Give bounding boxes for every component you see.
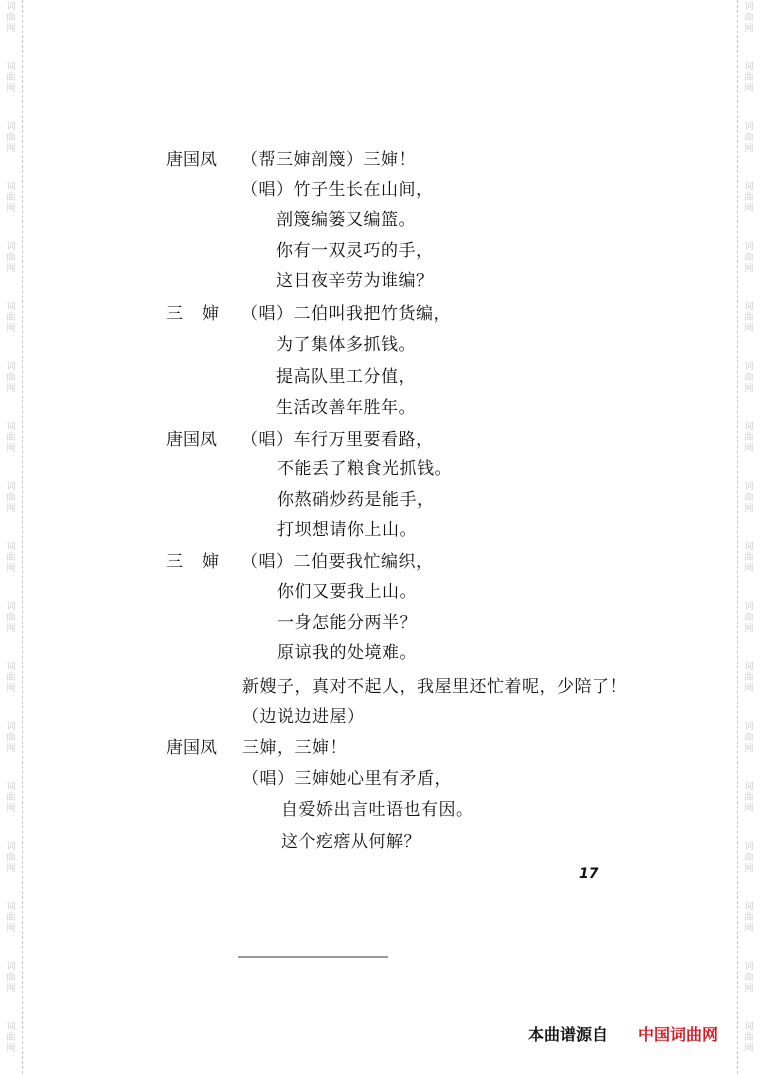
- watermark-char: 曲: [744, 493, 754, 503]
- watermark-group: [740, 482, 758, 515]
- watermark-group: [740, 722, 758, 755]
- watermark-char: 曲: [744, 913, 754, 923]
- script-line: 一身怎能分两半？: [277, 613, 417, 633]
- watermark-char: 曲: [6, 853, 16, 863]
- watermark-char: 词: [744, 122, 754, 132]
- page-number: 17: [579, 866, 599, 882]
- watermark-char: 曲: [744, 553, 754, 563]
- speaker-name: 三婶: [166, 552, 238, 572]
- watermark-group: [740, 662, 758, 695]
- script-line: 为了集体多抓钱。: [276, 335, 416, 355]
- watermark-char: 网: [744, 24, 754, 34]
- watermark-char: 词: [744, 662, 754, 672]
- watermark-group: [2, 842, 20, 875]
- watermark-char: 词: [6, 2, 16, 12]
- watermark-char: 词: [6, 242, 16, 252]
- watermark-char: 曲: [6, 973, 16, 983]
- watermark-char: 曲: [744, 253, 754, 263]
- watermark-char: 曲: [744, 193, 754, 203]
- watermark-char: 网: [744, 624, 754, 634]
- script-line: 新嫂子，真对不起人，我屋里还忙着呢，少陪了！: [242, 677, 627, 697]
- watermark-char: 词: [744, 302, 754, 312]
- watermark-char: 词: [744, 2, 754, 12]
- scan-artifact: [238, 956, 388, 958]
- watermark-char: 词: [744, 482, 754, 492]
- watermark-char: 词: [6, 962, 16, 972]
- script-line: （边说边进屋）: [242, 707, 365, 727]
- watermark-group: [2, 722, 20, 755]
- watermark-char: 曲: [6, 13, 16, 23]
- watermark-char: 词: [6, 542, 16, 552]
- watermark-char: 曲: [6, 1033, 16, 1043]
- watermark-char: 曲: [6, 373, 16, 383]
- watermark-char: 曲: [744, 1033, 754, 1043]
- watermark-group: [2, 362, 20, 395]
- watermark-char: 曲: [744, 853, 754, 863]
- watermark-char: 词: [744, 962, 754, 972]
- watermark-group: [740, 962, 758, 995]
- footer-site-link[interactable]: 中国词曲网: [638, 1025, 719, 1044]
- watermark-group: [2, 662, 20, 695]
- watermark-group: [740, 362, 758, 395]
- right-watermark-strip: [737, 0, 760, 1074]
- watermark-group: [740, 122, 758, 155]
- watermark-char: 曲: [6, 733, 16, 743]
- watermark-char: 词: [6, 602, 16, 612]
- watermark-char: 词: [744, 1022, 754, 1032]
- watermark-char: 网: [6, 624, 16, 634]
- watermark-char: 曲: [6, 73, 16, 83]
- watermark-group: [2, 542, 20, 575]
- watermark-char: 网: [744, 564, 754, 574]
- watermark-char: 网: [6, 504, 16, 514]
- watermark-group: [740, 842, 758, 875]
- watermark-char: 网: [6, 264, 16, 274]
- watermark-char: 词: [6, 302, 16, 312]
- watermark-char: 网: [744, 1044, 754, 1054]
- watermark-char: 网: [744, 264, 754, 274]
- watermark-char: 词: [6, 662, 16, 672]
- watermark-char: 曲: [744, 13, 754, 23]
- watermark-char: 词: [6, 842, 16, 852]
- script-line: 你有一双灵巧的手，: [276, 241, 434, 261]
- watermark-char: 词: [6, 1022, 16, 1032]
- watermark-char: 词: [6, 62, 16, 72]
- watermark-char: 词: [6, 722, 16, 732]
- watermark-char: 网: [6, 564, 16, 574]
- script-line: 自爱娇出言吐语也有因。: [281, 800, 474, 820]
- script-line: （帮三婶剖篾）三婶！: [241, 150, 416, 170]
- script-line: （唱）二伯叫我把竹货编，: [241, 304, 451, 324]
- watermark-char: 曲: [744, 133, 754, 143]
- footer-source-label: 本曲谱源自: [528, 1025, 609, 1044]
- watermark-char: 词: [6, 182, 16, 192]
- watermark-char: 网: [6, 144, 16, 154]
- watermark-char: 网: [744, 444, 754, 454]
- watermark-char: 网: [6, 804, 16, 814]
- script-line: 你熬硝炒药是能手，: [277, 490, 435, 510]
- watermark-char: 曲: [6, 793, 16, 803]
- watermark-group: [2, 1022, 20, 1055]
- watermark-char: 曲: [6, 193, 16, 203]
- watermark-char: 网: [6, 924, 16, 934]
- watermark-char: 网: [744, 504, 754, 514]
- watermark-group: [2, 782, 20, 815]
- watermark-group: [2, 2, 20, 35]
- watermark-group: [2, 242, 20, 275]
- watermark-char: 网: [744, 324, 754, 334]
- watermark-group: [2, 422, 20, 455]
- watermark-char: 曲: [744, 613, 754, 623]
- watermark-group: [740, 302, 758, 335]
- watermark-char: 曲: [744, 313, 754, 323]
- watermark-group: [2, 302, 20, 335]
- watermark-char: 曲: [744, 373, 754, 383]
- watermark-char: 网: [744, 144, 754, 154]
- watermark-char: 词: [744, 362, 754, 372]
- watermark-char: 曲: [744, 973, 754, 983]
- script-line: 三婶，三婶！: [242, 738, 347, 758]
- watermark-char: 词: [6, 482, 16, 492]
- watermark-group: [2, 602, 20, 635]
- watermark-char: 网: [6, 204, 16, 214]
- watermark-char: 曲: [744, 673, 754, 683]
- watermark-group: [740, 542, 758, 575]
- watermark-char: 词: [744, 782, 754, 792]
- script-line: 剖篾编篓又编篮。: [276, 210, 416, 230]
- watermark-char: 曲: [6, 493, 16, 503]
- watermark-char: 词: [744, 722, 754, 732]
- watermark-char: 曲: [6, 553, 16, 563]
- speaker-name: 唐国凤: [166, 738, 217, 758]
- watermark-char: 曲: [6, 913, 16, 923]
- watermark-group: [2, 902, 20, 935]
- script-line: （唱）竹子生长在山间，: [241, 180, 434, 200]
- watermark-char: 网: [744, 744, 754, 754]
- watermark-char: 曲: [6, 673, 16, 683]
- script-line: （唱）二伯要我忙编织，: [241, 552, 434, 572]
- watermark-char: 网: [744, 684, 754, 694]
- watermark-group: [740, 182, 758, 215]
- watermark-char: 词: [744, 62, 754, 72]
- watermark-group: [2, 182, 20, 215]
- watermark-char: 曲: [744, 433, 754, 443]
- script-line: （唱）三婶她心里有矛盾，: [242, 769, 452, 789]
- watermark-char: 网: [744, 84, 754, 94]
- watermark-char: 网: [6, 864, 16, 874]
- watermark-char: 词: [744, 542, 754, 552]
- script-line: 原谅我的处境难。: [277, 643, 417, 663]
- watermark-char: 词: [744, 842, 754, 852]
- script-line: 你们又要我上山。: [277, 582, 417, 602]
- watermark-group: [740, 2, 758, 35]
- watermark-char: 网: [6, 984, 16, 994]
- watermark-char: 网: [6, 744, 16, 754]
- watermark-char: 词: [744, 242, 754, 252]
- watermark-char: 网: [744, 804, 754, 814]
- watermark-group: [2, 962, 20, 995]
- watermark-char: 曲: [6, 253, 16, 263]
- watermark-group: [2, 122, 20, 155]
- script-line: 生活改善年胜年。: [276, 398, 416, 418]
- speaker-name: 唐国凤: [166, 150, 217, 170]
- watermark-char: 网: [6, 444, 16, 454]
- watermark-char: 网: [6, 384, 16, 394]
- watermark-group: [740, 422, 758, 455]
- watermark-char: 词: [6, 422, 16, 432]
- watermark-char: 网: [744, 384, 754, 394]
- watermark-char: 词: [6, 782, 16, 792]
- left-watermark-strip: [0, 0, 23, 1074]
- watermark-char: 曲: [744, 73, 754, 83]
- watermark-group: [2, 482, 20, 515]
- watermark-group: [740, 602, 758, 635]
- watermark-group: [740, 62, 758, 95]
- watermark-char: 网: [744, 924, 754, 934]
- watermark-char: 网: [6, 1044, 16, 1054]
- watermark-group: [740, 902, 758, 935]
- watermark-char: 曲: [6, 313, 16, 323]
- watermark-char: 词: [6, 362, 16, 372]
- speaker-name: 三婶: [166, 304, 238, 324]
- watermark-char: 曲: [6, 133, 16, 143]
- speaker-name: 唐国凤: [166, 430, 217, 450]
- watermark-group: [740, 242, 758, 275]
- script-line: 提高队里工分值，: [276, 367, 416, 387]
- watermark-char: 曲: [6, 433, 16, 443]
- watermark-char: 网: [6, 84, 16, 94]
- script-line: （唱）车行万里要看路，: [241, 430, 434, 450]
- script-line: 这日夜辛劳为谁编？: [276, 271, 434, 291]
- watermark-char: 曲: [6, 613, 16, 623]
- watermark-char: 曲: [744, 733, 754, 743]
- watermark-char: 网: [6, 324, 16, 334]
- script-line: 这个疙瘩从何解？: [281, 832, 421, 852]
- watermark-group: [740, 782, 758, 815]
- watermark-char: 词: [744, 422, 754, 432]
- watermark-char: 词: [744, 602, 754, 612]
- watermark-char: 词: [6, 122, 16, 132]
- watermark-char: 词: [6, 902, 16, 912]
- watermark-char: 曲: [744, 793, 754, 803]
- script-line: 打坝想请你上山。: [277, 520, 417, 540]
- watermark-char: 网: [744, 984, 754, 994]
- watermark-group: [740, 1022, 758, 1055]
- watermark-char: 网: [6, 24, 16, 34]
- watermark-char: 词: [744, 182, 754, 192]
- script-line: 不能丢了粮食光抓钱。: [277, 459, 452, 479]
- watermark-char: 网: [744, 204, 754, 214]
- watermark-group: [2, 62, 20, 95]
- watermark-char: 词: [744, 902, 754, 912]
- watermark-char: 网: [744, 864, 754, 874]
- watermark-char: 网: [6, 684, 16, 694]
